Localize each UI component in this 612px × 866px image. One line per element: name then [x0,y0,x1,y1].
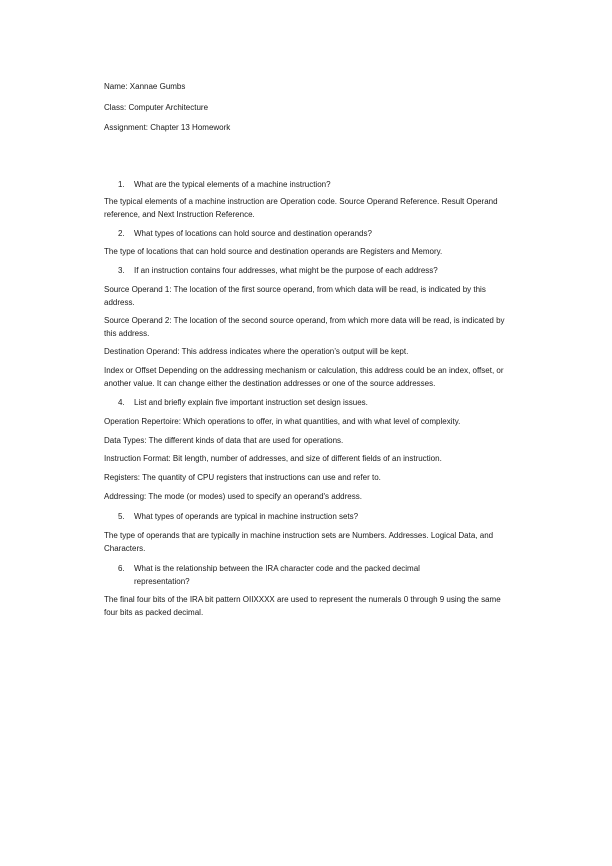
answer-4-addressing: Addressing: The mode (or modes) used to specify an operand's address. [104,492,362,501]
assignment-title: Assignment: Chapter 13 Homework [104,123,231,132]
question-number: 1. [118,180,125,189]
answer-4-operation-repertoire: Operation Repertoire: Which operations to offer, in what quantities, and with what level of complexity. [104,417,461,426]
answer-6: The final four bits of the IRA bit pattern OIIXXXX are used to represent the numerals 0 through 9 using the same four bits as packed decimal. [104,595,501,617]
answer-1: The typical elements of a machine instruction are Operation code. Source Operand Reference. Result Operand reference, and Next Instruction Reference. [104,197,498,219]
answer-3-destination-operand: Destination Operand: This address indicates where the operation’s output will be kept. [104,347,409,356]
answer-4-registers: Registers: The quantity of CPU registers that instructions can use and refer to. [104,473,381,482]
question-text: What types of locations can hold source and destination operands? [134,229,372,238]
question-number: 4. [118,398,125,407]
answer-3-source-operand-1: Source Operand 1: The location of the first source operand, from which data will be read, is indicated by this address. [104,285,486,307]
answer-3-source-operand-2: Source Operand 2: The location of the second source operand, from which more data will be read, is indicated by this address. [104,316,505,338]
question-number: 5. [118,512,125,521]
question-text: List and briefly explain five important instruction set design issues. [134,398,368,407]
answer-2: The type of locations that can hold source and destination operands are Registers and Memory. [104,247,443,256]
class-name: Class: Computer Architecture [104,103,209,112]
question-text: What is the relationship between the IRA character code and the packed decimal representation? [134,564,420,586]
question-text: If an instruction contains four addresses, what might be the purpose of each address? [134,266,438,275]
student-name: Name: Xannae Gumbs [104,82,186,91]
question-text: What are the typical elements of a machine instruction? [134,180,331,189]
answer-4-data-types: Data Types: The different kinds of data that are used for operations. [104,436,344,445]
question-number: 6. [118,564,125,573]
answer-3-index-offset: Index or Offset Depending on the addressing mechanism or calculation, this address could be an index, offset, or another value. It can change either the destination addresses or one of the source addresses. [104,366,504,388]
question-number: 2. [118,229,125,238]
question-text: What types of operands are typical in machine instruction sets? [134,512,359,521]
question-number: 3. [118,266,125,275]
answer-5: The type of operands that are typically in machine instruction sets are Numbers. Addresses. Logical Data, and Characters. [104,531,494,553]
answer-4-instruction-format: Instruction Format: Bit length, number of addresses, and size of different fields of an instruction. [104,454,442,463]
